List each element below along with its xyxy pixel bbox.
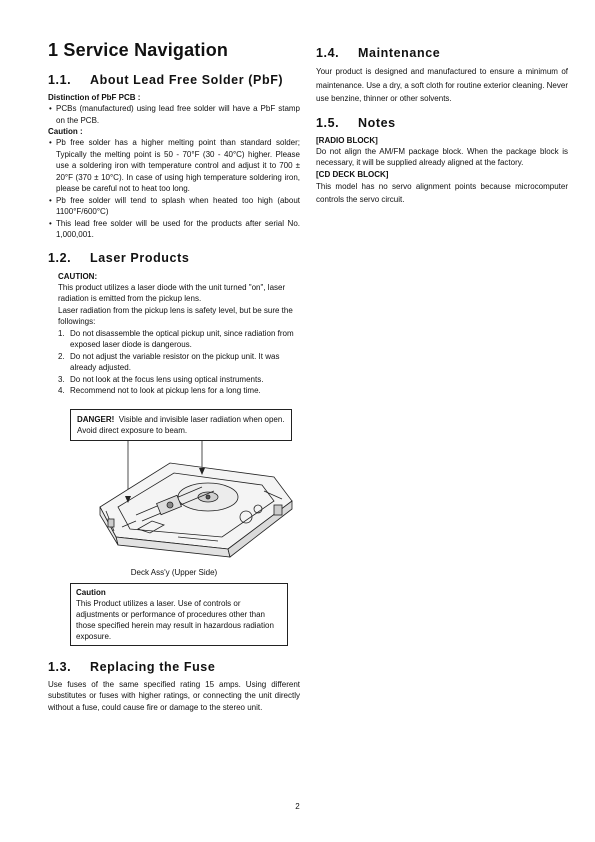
laser-steps (58, 328, 300, 397)
deck-caption: Deck Ass'y (Upper Side) (130, 567, 218, 577)
cd-deck-block-text: This model has no servo alignment points because microcomputer controls the servo circuit. (316, 181, 568, 204)
laser-caution-block (58, 271, 300, 397)
fuse-text: Use fuses of the same specified rating 15 amps. Using different substitutes or fuses with higher ratings, or connecting the unit directly without a fuse, could cause fire or damage to the stereo unit. (48, 679, 300, 712)
laser-paragraph-1: This product utilizes a laser diode with the unit turned "on", laser radiation is emitted from the pickup lens. (58, 282, 286, 303)
caution-box-text: This Product utilizes a laser. Use of controls or adjustments or performance of procedures other than those specified herein may result in hazardous radiation exposure. (76, 598, 274, 641)
section-laser-products (48, 251, 300, 646)
section-title: About Lead Free Solder (PbF) (90, 73, 284, 87)
radio-block-text: Do not align the AM/FM package block. When the package block is necessary, it will be supplied already aligned at the factory. (316, 146, 568, 167)
section-title: Maintenance (358, 46, 441, 60)
section-number: 1.5. (316, 115, 340, 130)
distinction-heading: Distinction of PbF PCB : (48, 93, 141, 102)
list-item: 2. Do not adjust the variable resistor on the pickup unit. It was already adjusted. (58, 351, 280, 372)
caution-heading: Caution : (48, 127, 83, 136)
danger-text: Visible and invisible laser radiation when open. Avoid direct exposure to beam. (77, 414, 285, 435)
cd-deck-block-heading: [CD DECK BLOCK] (316, 169, 389, 179)
caution-box-title: Caution (76, 587, 106, 597)
page-title: 1 Service Navigation (48, 40, 229, 60)
section-heading (48, 251, 300, 265)
list-item: 1. Do not disassemble the optical pickup unit, since radiation from exposed laser diode is dangerous. (58, 328, 294, 349)
section-heading (316, 116, 568, 130)
section-number: 1.3. (48, 659, 72, 674)
laser-paragraph-2: Laser radiation from the pickup lens is safety level, but be sure the followings: (58, 305, 293, 326)
section-lead-free-solder (48, 73, 300, 241)
section-title: Laser Products (90, 250, 190, 265)
section-heading (48, 73, 300, 87)
radio-block-heading: [RADIO BLOCK] (316, 135, 378, 145)
section-number: 1.4. (316, 46, 340, 60)
list-item: • Pb free solder has a higher melting point than standard solder; Typically the melting point is 50 - 70°F (30 - 40°C) higher. Please use a soldering iron with temperature control and adjust it to 700 ± 20°F (370 ± 10°C). In case of using high temperature soldering iron, please be careful not to heat too long. (48, 137, 300, 195)
section-heading (316, 46, 568, 60)
section-number: 1.2. (48, 250, 72, 265)
distinction-list (48, 103, 300, 126)
list-item: • PCBs (manufactured) using lead free solder will have a PbF stamp on the PCB. (48, 103, 300, 126)
danger-label: DANGER! (77, 414, 115, 424)
left-column (48, 40, 300, 713)
list-item: 4. Recommend not to look at pickup lens for a long time. (58, 386, 261, 395)
laser-caution-box (70, 583, 288, 646)
section-notes (316, 116, 568, 207)
section-heading (48, 660, 300, 674)
section-number: 1.1. (48, 73, 72, 87)
deck-assembly-illustration (78, 441, 300, 561)
list-item: • Pb free solder will tend to splash when heated too high (about 1100°F/600°C) (48, 195, 300, 218)
section-maintenance (316, 46, 568, 106)
laser-caution-label: CAUTION: (58, 271, 98, 281)
list-item: 3. Do not look at the focus lens using optical instruments. (58, 374, 264, 384)
maintenance-text: Your product is designed and manufactured to ensure a minimum of maintenance. Use a dry, a soft cloth for routine exterior cleaning. Never use benzine, thinner or other solvents. (316, 67, 568, 103)
list-item: • This lead free solder will be used for the products after serial No. 1,000,001. (48, 218, 300, 241)
section-replacing-fuse (48, 660, 300, 714)
page-number: 2 (295, 802, 300, 811)
danger-warning-box (70, 409, 292, 441)
caution-list (48, 137, 300, 241)
section-title: Notes (358, 115, 396, 130)
section-title: Replacing the Fuse (90, 659, 216, 674)
right-column (316, 40, 568, 207)
